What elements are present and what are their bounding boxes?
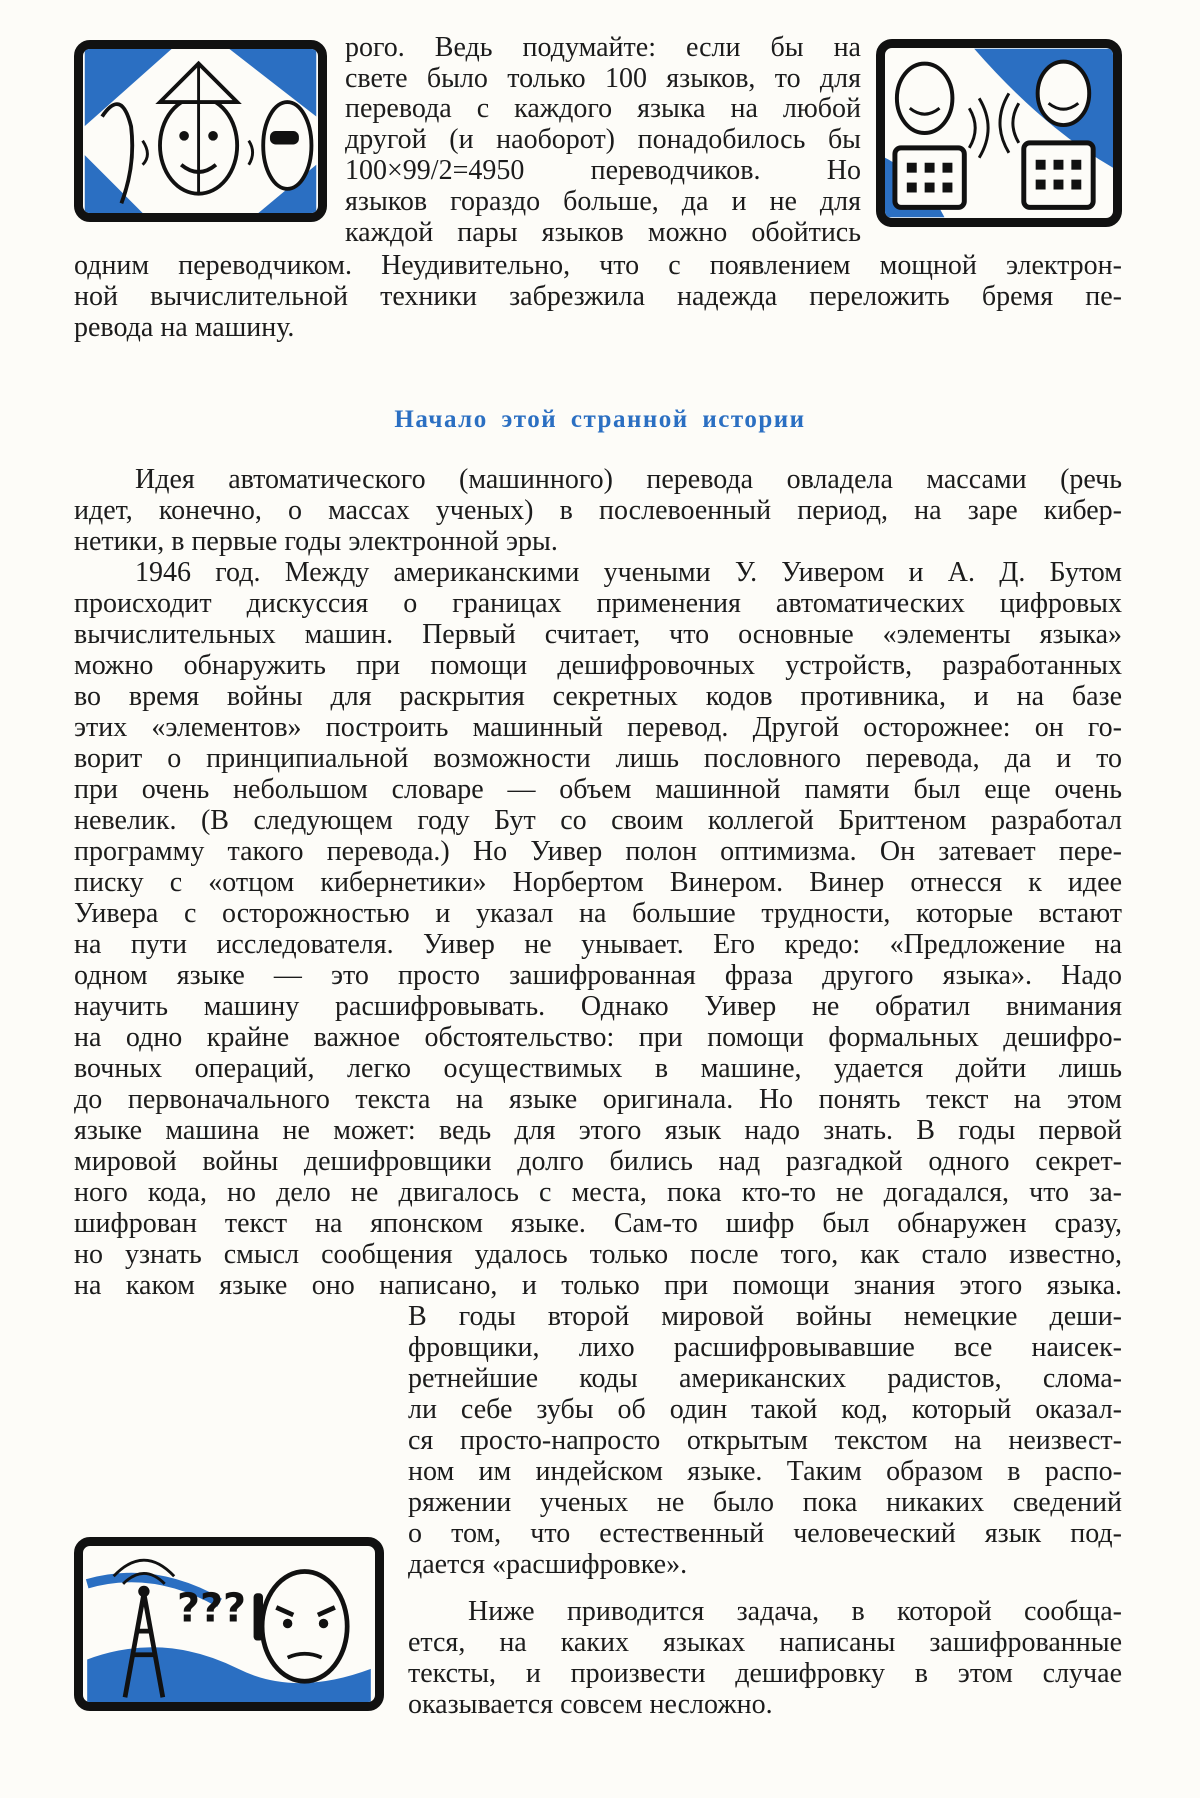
body-line: ворит о принципиальной возможности лишь пословного перевода, да и то (74, 743, 1122, 774)
bottom-line: ли себе зубы об один такой код, который оказал- (408, 1394, 1122, 1425)
body-line: научить машину расшифровывать. Однако Уивер не обратил внимания (74, 991, 1122, 1022)
body-line: на каком языке оно написано, и только при помощи знания этого языка. (74, 1270, 1122, 1301)
section-heading: Начало этой странной истории (394, 406, 806, 433)
illustration-radios (876, 39, 1122, 227)
bottom-line: В годы второй мировой войны немецкие деши- (408, 1301, 1122, 1332)
bottom-line: фровщики, лихо расшифровывавшие все наисек- (408, 1332, 1122, 1363)
body-line: на пути исследователя. Уивер не унывает. Его кредо: «Предложение на (74, 929, 1122, 960)
body-line: но узнать смысл сообщения удалось только после того, как стало известно, (74, 1239, 1122, 1270)
antenna-drawing (83, 1546, 375, 1702)
body-line: Уивера с осторожностью и указал на большие трудности, которые встают (74, 898, 1122, 929)
bottom-line: Ниже приводится задача, в которой сообща- (468, 1596, 1122, 1627)
intro-line: ревода на машину. (74, 312, 295, 343)
body-line: при очень небольшом словаре — объем машинной памяти был еще очень (74, 774, 1122, 805)
bottom-line: ется, на каких языках написаны зашифрованные (408, 1627, 1122, 1658)
body-line: идет, конечно, о массах ученых) в послевоенный период, на заре кибер- (74, 495, 1122, 526)
intro-line: одним переводчиком. Неудивительно, что с появлением мощной электрон- (74, 250, 1122, 281)
body-line: писку с «отцом кибернетики» Норбертом Винером. Винер отнесся к идее (74, 867, 1122, 898)
body-line: невелик. (В следующем году Бут со своим коллегой Бриттеном разработал (74, 805, 1122, 836)
bottom-line: тексты, и произвести дешифровку в этом случае (408, 1658, 1122, 1689)
intro-line: ной вычислительной техники забрезжила надежда переложить бремя пе- (74, 281, 1122, 312)
intro-line: перевода с каждого языка на любой (345, 93, 861, 124)
body-line: на одно крайне важное обстоятельство: при помощи формальных дешифро- (74, 1022, 1122, 1053)
radios-drawing (885, 48, 1113, 218)
body-line: происходит дискуссия о границах применения автоматических цифровых (74, 588, 1122, 619)
body-line: ного кода, но дело не двигалось с места, пока кто-то не догадался, что за- (74, 1177, 1122, 1208)
body-line: языке машина не может: ведь для этого язык надо знать. В годы первой (74, 1115, 1122, 1146)
intro-line: языков гораздо больше, да и не для (345, 186, 861, 217)
intro-line: другой (и наоборот) понадобилось бы (345, 124, 861, 155)
intro-line: рого. Ведь подумайте: если бы на (345, 32, 861, 63)
bottom-line: ся просто-напросто открытым текстом на неизвест- (408, 1425, 1122, 1456)
body-line: шифрован текст на японском языке. Сам-то шифр был обнаружен сразу, (74, 1208, 1122, 1239)
body-line: одном языке — это просто зашифрованная фраза другого языка». Надо (74, 960, 1122, 991)
body-line: вычислительных машин. Первый считает, что основные «элементы языка» (74, 619, 1122, 650)
illustration-antenna (74, 1537, 384, 1711)
body-line: во время войны для раскрытия секретных кодов противника, и на базе (74, 681, 1122, 712)
body-line: вочных операций, легко осуществимых в машине, удается дойти лишь (74, 1053, 1122, 1084)
body-line: нетики, в первые годы электронной эры. (74, 526, 558, 557)
bottom-line: ном им индейском языке. Таким образом в распо- (408, 1456, 1122, 1487)
intro-line: каждой пары языков можно обойтись (345, 217, 861, 248)
body-line: 1946 год. Между американскими учеными У. Уивером и А. Д. Бутом (135, 557, 1122, 588)
illustration-faces (74, 40, 327, 222)
body-line: программу такого перевода.) Но Уивер полон оптимизма. Он затевает пере- (74, 836, 1122, 867)
body-line: можно обнаружить при помощи дешифровочных устройств, разработанных (74, 650, 1122, 681)
bottom-line: ряжении ученых не было пока никаких сведений (408, 1487, 1122, 1518)
bottom-line: дается «расшифровке». (408, 1549, 688, 1580)
body-line: мировой войны дешифровщики долго бились над разгадкой одного секрет- (74, 1146, 1122, 1177)
intro-line: 100×99/2=4950 переводчиков. Но (345, 155, 861, 186)
body-line: до первоначального текста на языке оригинала. Но понять текст на этом (74, 1084, 1122, 1115)
body-line: этих «элементов» построить машинный перевод. Другой осторожнее: он го- (74, 712, 1122, 743)
bottom-line: ретнейшие коды американских радистов, слома- (408, 1363, 1122, 1394)
intro-line: свете было только 100 языков, то для (345, 63, 861, 94)
body-line: Идея автоматического (машинного) перевода овладела массами (речь (135, 464, 1122, 495)
bottom-line: о том, что естественный человеческий язык под- (408, 1518, 1122, 1549)
faces-drawing (83, 49, 318, 213)
svg-text:???: ??? (177, 1585, 247, 1632)
bottom-line: оказывается совсем несложно. (408, 1689, 773, 1720)
